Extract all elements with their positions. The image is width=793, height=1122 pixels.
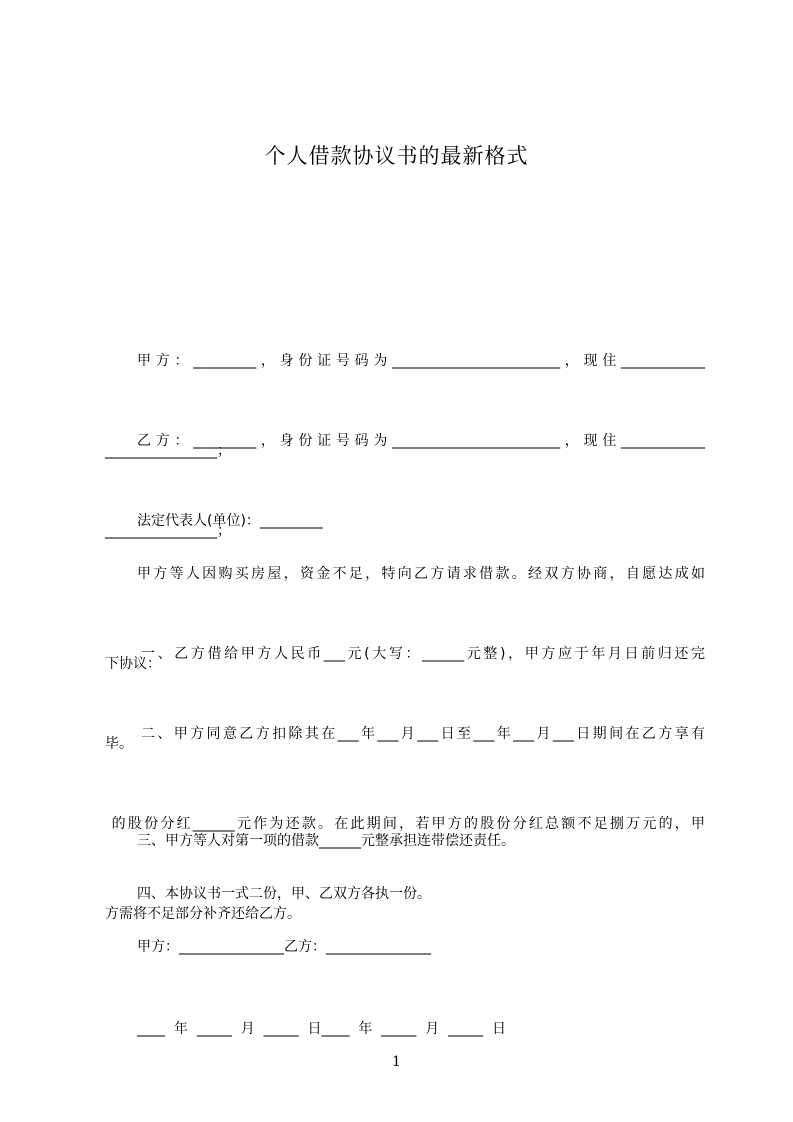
- clause-2-line-1: 二、甲方同意乙方扣除其在___年___月___日至___年___月___日期间在乙方享有: [141, 726, 705, 742]
- clause-1-line-1: 一、乙方借给甲方人民币___元(大写：______元整)，甲方应于年月日前归还完: [141, 646, 705, 662]
- dates-line: ____ 年 _____ 月 _____ 日____ 年 _____ 月 _____ 日: [137, 1021, 507, 1037]
- page-number: 1: [392, 1054, 401, 1070]
- clause-3-line: 三、甲方等人对第一项的借款______元整承担连带偿还责任。: [137, 833, 515, 849]
- party-b-line-2: ________________；: [105, 523, 231, 539]
- party-a-line-1: 甲方：_________，身份证号码为________________________，现住____________: [137, 353, 705, 369]
- clause-1-line-2: 毕。: [105, 736, 133, 752]
- party-a-line-2: ________________；: [105, 443, 231, 459]
- signatures-line: 甲方：_______________乙方：_______________: [137, 939, 431, 955]
- intro-line-1: 甲方等人因购买房屋，资金不足，特向乙方请求借款。经双方协商，自愿达成如: [137, 566, 705, 582]
- clause-4-line: 四、本协议书一式二份，甲、乙双方各执一份。: [137, 886, 431, 902]
- clause-2-line-3: 方需将不足部分补齐还给乙方。: [105, 906, 301, 922]
- dates-paragraph: [105, 954, 705, 1104]
- legal-rep-line: 法定代表人(单位)：_________: [137, 513, 323, 529]
- party-b-line-1: 乙方：_________，身份证号码为________________________，现住____________: [137, 433, 705, 449]
- clause-2-line-2: 的股份分红______元作为还款。在此期间，若甲方的股份分红总额不足捌万元的，甲: [105, 816, 705, 832]
- document-title: 个人借款协议书的最新格式: [264, 144, 529, 168]
- intro-line-2: 下协议：: [105, 656, 161, 672]
